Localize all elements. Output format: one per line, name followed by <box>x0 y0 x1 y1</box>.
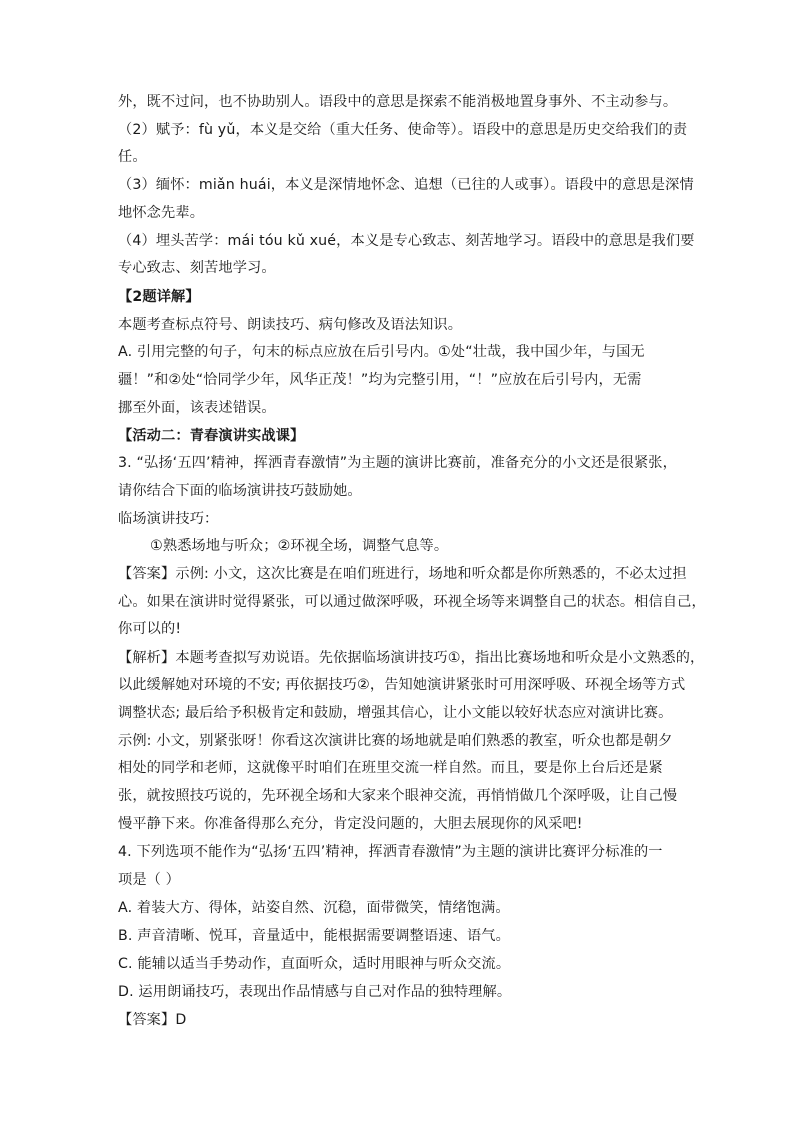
text-line: 【答案】D <box>118 1012 187 1028</box>
text-line: 4. 下列选项不能作为“弘扬‘五四’精神，挥洒青春激情”为主题的演讲比赛评分标准的一 <box>118 844 663 860</box>
text-line: 你可以的! <box>118 621 182 637</box>
text-line: 地怀念先辈。 <box>118 205 205 221</box>
text-line: （3）缅怀：miǎn huái，本义是深情地怀念、追想（已往的人或事）。语段中的意思是深情 <box>118 177 694 193</box>
text-line: 【答案】示例: 小文，这次比赛是在咱们班进行，场地和听众都是你所熟悉的，不必太过担 <box>118 566 687 582</box>
text-line: 相处的同学和老师，这就像平时咱们在班里交流一样自然。而且，要是你上台后还是紧 <box>118 760 663 776</box>
text-line: B. 声音清晰、悦耳，音量适中，能根据需要调整语速、语气。 <box>118 928 510 944</box>
text-line: 临场演讲技巧： <box>118 511 219 527</box>
text-line: A. 引用完整的句子，句末的标点应放在后引号内。①处“壮哉，我中国少年，与国无 <box>118 344 645 360</box>
text-line: 3. “弘扬‘五四’精神，挥洒青春激情”为主题的演讲比赛前，准备充分的小文还是很紧张， <box>118 455 677 471</box>
text-line: 示例: 小文，别紧张呀！你看这次演讲比赛的场地就是咱们熟悉的教室，听众也都是朝夕 <box>118 733 673 749</box>
text-line: 挪至外面，该表述错误。 <box>118 400 276 416</box>
text-line: （4）埋头苦学：mái tóu kǔ xué，本义是专心致志、刻苦地学习。语段中的意思是我们要 <box>118 233 695 249</box>
text-line: 外，既不过问，也不协助别人。语段中的意思是探索不能消极地置身事外、不主动参与。 <box>118 94 678 110</box>
text-line: （2）赋予：fù yǔ，本义是交给（重大任务、使命等）。语段中的意思是历史交给我们的责 <box>118 122 688 138</box>
text-line: 【解析】本题考查拟写劝说语。先依据临场演讲技巧①，指出比赛场地和听众是小文熟悉的， <box>118 650 705 666</box>
text-line: D. 运用朗诵技巧，表现出作品情感与自己对作品的独特理解。 <box>118 984 512 1000</box>
text-line: 慢平静下来。你准备得那么充分，肯定没问题的，大胆去展现你的风采吧! <box>118 816 583 832</box>
text-line: C. 能辅以适当手势动作，直面听众，适时用眼神与听众交流。 <box>118 956 511 972</box>
text-line: 请你结合下面的临场演讲技巧鼓励她。 <box>118 483 362 499</box>
section-heading: 【活动二：青春演讲实战课】 <box>118 428 305 444</box>
text-line: 张，就按照技巧说的，先环视全场和大家来个眼神交流，再悄悄做几个深呼吸，让自己慢 <box>118 788 678 804</box>
text-line: 项是（ ） <box>118 872 181 888</box>
text-line: 调整状态; 最后给予积极肯定和鼓励，增强其信心，让小文能以较好状态应对演讲比赛。 <box>118 705 673 721</box>
section-heading: 【2题详解】 <box>118 289 200 305</box>
text-line: 疆！”和②处“恰同学少年，风华正茂！”均为完整引用，“！”应放在后引号内，无需 <box>118 372 642 388</box>
text-line: 任。 <box>118 149 147 165</box>
text-line: 以此缓解她对环境的不安; 再依据技巧②，告知她演讲紧张时可用深呼吸、环视全场等方式 <box>118 677 686 693</box>
text-line: 本题考查标点符号、朗读技巧、病句修改及语法知识。 <box>118 317 463 333</box>
text-line: 心。如果在演讲时觉得紧张，可以通过做深呼吸，环视全场等来调整自己的状态。相信自己， <box>118 594 706 610</box>
text-line: ①熟悉场地与听众；②环视全场，调整气息等。 <box>150 538 449 554</box>
text-line: 专心致志、刻苦地学习。 <box>118 260 276 276</box>
text-line: A. 着装大方、得体，站姿自然、沉稳，面带微笑，情绪饱满。 <box>118 900 510 916</box>
